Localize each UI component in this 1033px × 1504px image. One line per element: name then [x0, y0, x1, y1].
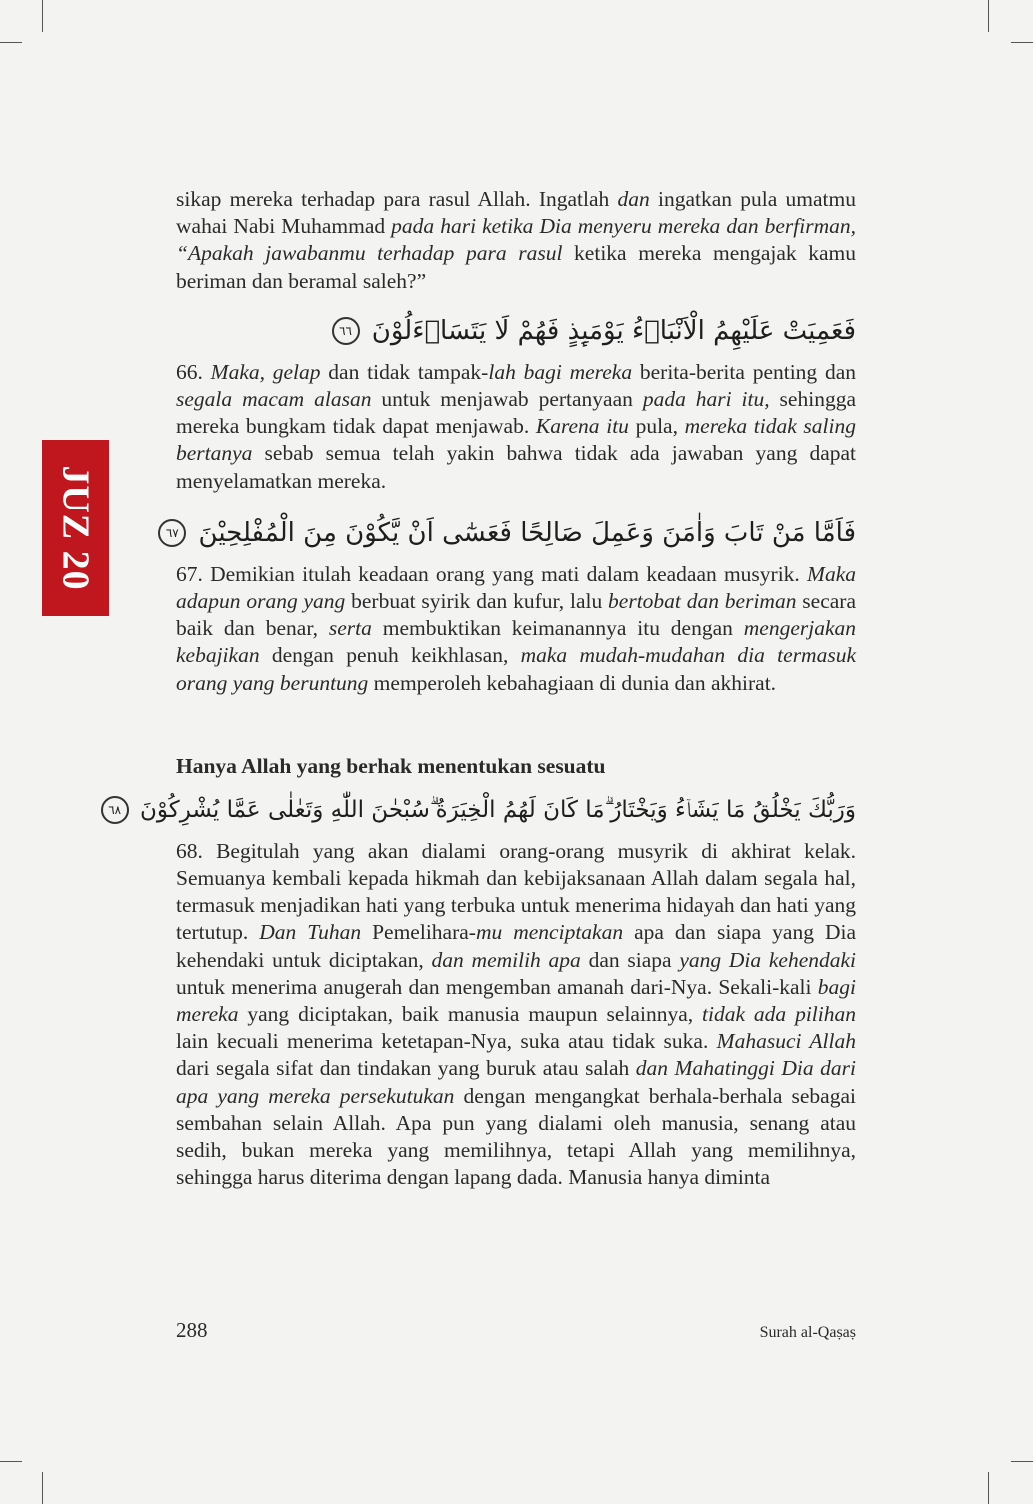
italic-text: tidak ada pilihan — [702, 1002, 856, 1027]
italic-text: Karena itu — [535, 414, 629, 439]
italic-text: serta — [328, 616, 372, 641]
text: ketika mereka mengajak kamu beriman dan beramal saleh?” — [176, 241, 856, 293]
text: 68. Begitulah yang akan dialami orang-orang musyrik di akhirat kelak. Semuanya kembali kepada hikmah dan kebijaksanaan Allah dalam segala hal, termasuk menjadikan hati yang terbuka untuk menerima hidayah dan hati yang tertutup. — [176, 838, 856, 945]
crop-mark — [42, 1472, 43, 1504]
arabic-verse-68 — [108, 790, 856, 830]
crop-mark — [988, 0, 989, 32]
italic-text: mu menciptakan — [475, 920, 624, 945]
italic-text: dan Mahatinggi Dia dari apa yang mereka persekutukan — [176, 1056, 856, 1108]
italic-text: Maka adapun orang yang — [176, 561, 856, 614]
ayah-number-icon: ٦٨ — [101, 796, 129, 824]
crop-mark — [0, 42, 22, 43]
italic-text: lah bagi mereka — [488, 359, 633, 384]
italic-text: pada hari ketika Dia menyeru mereka dan berfirman, “Apakah jawabanmu terhadap para rasul — [176, 214, 856, 266]
italic-text: Maka, gelap — [210, 359, 321, 384]
crop-mark — [0, 1461, 22, 1462]
italic-text: mengerjakan kebajikan — [176, 616, 856, 668]
intro-paragraph — [176, 186, 856, 295]
text: dan tidak tampak- — [320, 359, 489, 384]
italic-text: mereka tidak saling bertanya — [176, 414, 856, 466]
text: pula, — [628, 414, 685, 439]
ayah-number-icon: ٦٦ — [332, 317, 360, 345]
crop-mark — [1011, 1461, 1033, 1462]
text: 67. Demikian itulah keadaan orang yang mati dalam keadaan musyrik. — [176, 561, 808, 586]
text: lain kecuali menerima ketetapan-Nya, suka atau tidak suka. — [176, 1029, 717, 1054]
page-content — [108, 186, 857, 1191]
arabic-text: فَاَمَّا مَنْ تَابَ وَاٰمَنَ وَعَمِلَ صَالِحًا فَعَسٰٓى اَنْ يَّكُوْنَ مِنَ الْمُفْلِحِيْنَ — [198, 517, 856, 548]
crop-mark — [988, 1472, 989, 1504]
text: yang diciptakan, baik manusia maupun selainnya, — [238, 1002, 703, 1027]
text: sikap mereka terhadap para rasul Allah. Ingatlah — [176, 187, 618, 211]
text: ingatkan pula umatmu wahai Nabi Muhammad — [176, 187, 856, 239]
text: dari segala sifat dan tindakan yang buruk atau salah — [176, 1056, 636, 1081]
text: membuktikan keimanannya itu dengan — [371, 616, 744, 641]
juz-tab — [42, 440, 109, 616]
translation-67 — [176, 561, 856, 697]
ayah-number-icon: ٦٧ — [158, 519, 186, 547]
text: sehingga mereka bungkam tidak dapat menjawab. — [176, 387, 856, 439]
italic-text: maka mudah-mudahan dia termasuk orang yang beruntung — [176, 643, 856, 695]
arabic-text: وَرَبُّكَ يَخْلُقُ مَا يَشَاۤءُ وَيَخْتَارُ ۗمَا كَانَ لَهُمُ الْخِيَرَةُ ۗسُبْحٰنَ اللّٰهِ وَتَعٰلٰى عَمَّا يُشْرِكُوْنَ — [139, 796, 856, 823]
text: berita-berita penting dan — [632, 359, 857, 384]
text: sebab semua telah yakin bahwa tidak ada jawaban yang dapat menyelamatkan mereka. — [176, 441, 856, 493]
text: apa dan siapa yang Dia kehendaki untuk diciptakan, — [176, 920, 857, 972]
text: 66. — [176, 359, 211, 384]
crop-mark — [1011, 42, 1033, 43]
translation-66 — [176, 359, 856, 495]
text: memperoleh kebahagiaan di dunia dan akhirat. — [368, 670, 777, 695]
italic-text: pada hari itu, — [642, 387, 770, 412]
text: dengan mengangkat berhala-berhala sebagai sembahan selain Allah. Apa pun yang dialami oleh manusia, senang atau sedih, bukan mereka yang memilihnya, tetapi Allah yang memilihnya, sehingga harus diterima dengan lapang dada. Manusia hanya diminta — [176, 1083, 856, 1190]
italic-text: dan memilih apa — [431, 947, 581, 972]
arabic-verse-66 — [176, 311, 856, 351]
italic-text: segala macam alasan — [176, 387, 372, 412]
translation-68 — [176, 838, 856, 1192]
text: untuk menerima anugerah dan mengemban amanah dari-Nya. Sekali-kali — [176, 974, 818, 999]
juz-label: JUZ 20 — [54, 465, 97, 591]
italic-text: Mahasuci Allah — [716, 1029, 856, 1054]
text: dan siapa — [580, 947, 680, 972]
italic-text: yang Dia kehendaki — [679, 947, 857, 972]
text: secara baik dan benar, — [176, 589, 856, 641]
running-footer-surah: Surah al-Qaṣaṣ — [759, 1324, 856, 1341]
text: Pemelihara- — [361, 920, 476, 945]
arabic-verse-67 — [165, 513, 856, 553]
italic-text: bagi mereka — [176, 974, 856, 1027]
text: berbuat syirik dan kufur, lalu — [345, 589, 609, 614]
text: untuk menjawab pertanyaan — [371, 387, 643, 412]
text: dengan penuh keikhlasan, — [259, 643, 521, 668]
crop-mark — [42, 0, 43, 32]
italic-text: dan — [617, 187, 650, 211]
italic-text: Dan Tuhan — [259, 920, 362, 945]
section-heading: Hanya Allah yang berhak menentukan sesuatu — [176, 753, 606, 778]
arabic-text: فَعَمِيَتْ عَلَيْهِمُ الْاَنْبَاۤءُ يَوْمَىِٕذٍ فَهُمْ لَا يَتَسَاۤءَلُوْنَ — [371, 315, 856, 346]
page-number: 288 — [176, 1318, 208, 1342]
italic-text: bertobat dan beriman — [608, 589, 797, 614]
